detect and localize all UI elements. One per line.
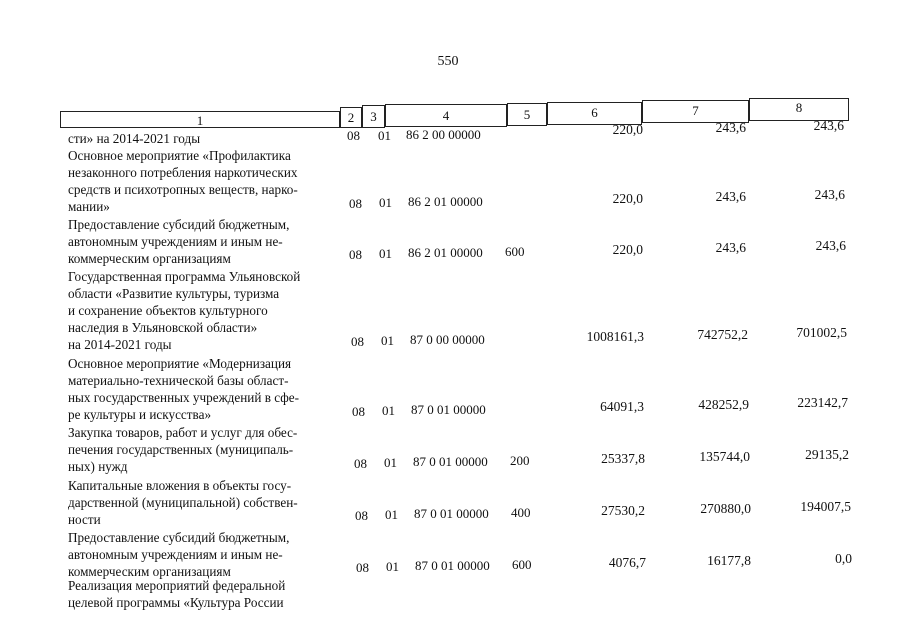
value-col-7: 135744,0 — [699, 449, 750, 464]
razdel-code: 08 — [347, 128, 360, 143]
value-col-7: 16177,8 — [707, 553, 751, 568]
csr-code: 87 0 01 00000 — [414, 506, 489, 521]
header-col-5: 5 — [507, 103, 547, 126]
value-col-7: 243,6 — [715, 240, 746, 255]
razdel-code: 08 — [352, 404, 365, 419]
table-row-description: Реализация мероприятий федеральной целевой программы «Культура России — [68, 578, 286, 610]
value-col-7: 742752,2 — [697, 327, 748, 342]
header-col-1: 1 — [60, 111, 340, 128]
razdel-code: 08 — [355, 508, 368, 523]
podrazdel-code: 01 — [382, 403, 395, 418]
table-row-description: Основное мероприятие «Профилактика незаконного потребления наркотических средств и психотропных веществ, нарко- мании» — [68, 148, 298, 214]
table-row-description: Закупка товаров, работ и услуг для обес- печения государственных (муниципаль- ных) нужд — [68, 425, 298, 474]
header-col-4: 4 — [385, 104, 507, 127]
value-col-6: 27530,2 — [601, 503, 645, 518]
vr-code: 400 — [511, 505, 531, 520]
razdel-code: 08 — [351, 334, 364, 349]
razdel-code: 08 — [356, 560, 369, 575]
csr-code: 86 2 00 00000 — [406, 127, 481, 142]
table-row-description: Капитальные вложения в объекты госу- дарственной (муниципальной) собствен- ности — [68, 478, 298, 527]
value-col-6: 220,0 — [612, 242, 643, 257]
table-row-description: Предоставление субсидий бюджетным, автономным учреждениям и иным не- коммерческим организациям — [68, 530, 290, 579]
value-col-8: 243,6 — [815, 238, 846, 253]
value-col-6: 1008161,3 — [586, 329, 644, 344]
podrazdel-code: 01 — [379, 246, 392, 261]
podrazdel-code: 01 — [385, 507, 398, 522]
value-col-6: 64091,3 — [600, 399, 644, 414]
csr-code: 87 0 01 00000 — [413, 454, 488, 469]
table-row-description: Основное мероприятие «Модернизация материально-технической базы област- ных государственных учреждений в сфе- ре культуры и искусства» — [68, 356, 300, 422]
header-col-2: 2 — [340, 107, 362, 128]
value-col-8: 701002,5 — [796, 325, 847, 340]
value-col-8: 223142,7 — [797, 395, 848, 410]
value-col-6: 4076,7 — [608, 555, 646, 570]
value-col-6: 220,0 — [612, 122, 643, 137]
csr-code: 86 2 01 00000 — [408, 194, 483, 209]
value-col-7: 428252,9 — [698, 397, 749, 412]
header-col-3: 3 — [362, 105, 385, 128]
header-col-7: 7 — [642, 100, 749, 123]
podrazdel-code: 01 — [384, 455, 397, 470]
value-col-7: 243,6 — [715, 120, 746, 135]
value-col-6: 220,0 — [612, 191, 643, 206]
value-col-8: 243,6 — [813, 118, 844, 133]
table-row-description: сти» на 2014-2021 годы — [68, 131, 201, 146]
razdel-code: 08 — [349, 247, 362, 262]
value-col-8: 29135,2 — [805, 447, 849, 462]
value-col-7: 270880,0 — [700, 501, 751, 516]
table-row-description: Государственная программа Ульяновской области «Развитие культуры, туризма и сохранение объектов культурного наследия в Ульяновской области» на 2014-2021 годы — [68, 269, 301, 352]
value-col-6: 25337,8 — [601, 451, 645, 466]
value-col-8: 0,0 — [835, 551, 852, 566]
table-row-description: Предоставление субсидий бюджетным, автономным учреждениям и иным не- коммерческим организациям — [68, 217, 290, 266]
csr-code: 87 0 01 00000 — [415, 558, 490, 573]
podrazdel-code: 01 — [381, 333, 394, 348]
vr-code: 600 — [512, 557, 532, 572]
value-col-7: 243,6 — [715, 189, 746, 204]
podrazdel-code: 01 — [386, 559, 399, 574]
vr-code: 200 — [510, 453, 530, 468]
razdel-code: 08 — [354, 456, 367, 471]
csr-code: 87 0 00 00000 — [410, 332, 485, 347]
podrazdel-code: 01 — [378, 128, 391, 143]
header-col-8: 8 — [749, 98, 849, 121]
value-col-8: 243,6 — [814, 187, 845, 202]
vr-code: 600 — [505, 244, 525, 259]
value-col-8: 194007,5 — [800, 499, 851, 514]
csr-code: 86 2 01 00000 — [408, 245, 483, 260]
razdel-code: 08 — [349, 196, 362, 211]
header-col-6: 6 — [547, 102, 642, 125]
csr-code: 87 0 01 00000 — [411, 402, 486, 417]
page-number: 550 — [437, 54, 459, 69]
podrazdel-code: 01 — [379, 195, 392, 210]
